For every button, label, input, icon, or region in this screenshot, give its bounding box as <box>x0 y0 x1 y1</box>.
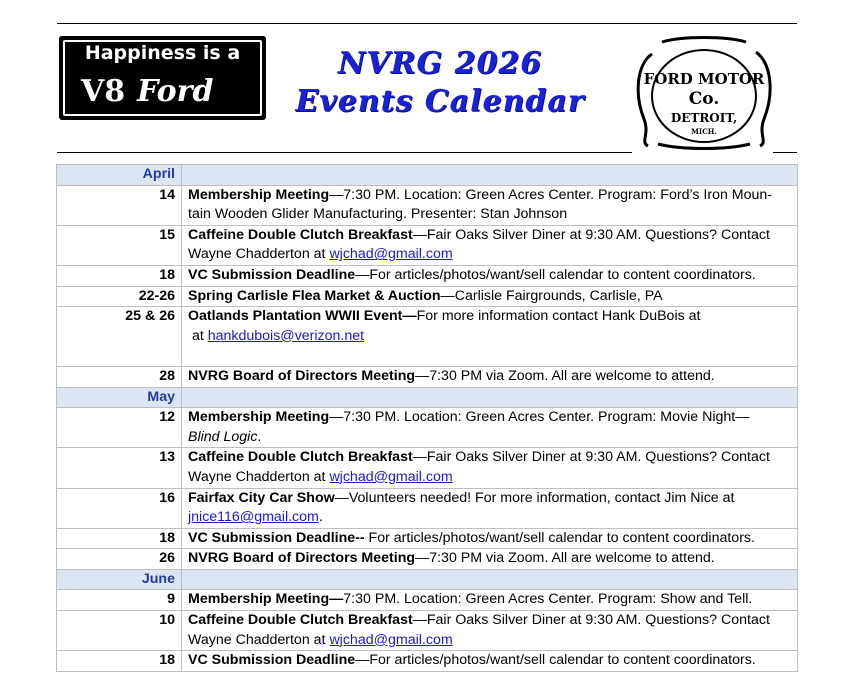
event-row <box>57 549 798 570</box>
seal-text-detroit: DETROIT, <box>670 111 738 125</box>
sep: — <box>412 226 427 243</box>
event-date: 22-26 <box>57 286 182 307</box>
month-label: April <box>57 165 182 186</box>
month-row-may <box>57 387 798 408</box>
event-desc <box>182 265 798 286</box>
event-text: Fair Oaks Silver Diner at 9:30 AM. Questions? Contact <box>426 612 770 629</box>
event-date: 12 <box>57 408 182 448</box>
event-text: Fair Oaks Silver Diner at 9:30 AM. Questions? Contact <box>426 449 770 466</box>
event-desc <box>182 651 798 672</box>
events-calendar-table <box>56 164 798 672</box>
ford-motor-co-seal-logo <box>632 34 776 152</box>
month-row-june <box>57 569 798 590</box>
event-desc <box>182 366 798 387</box>
event-title: Oatlands Plantation WWII Event <box>188 308 403 325</box>
event-row <box>57 286 798 307</box>
event-title: NVRG Board of Directors Meeting <box>188 550 416 567</box>
event-date: 28 <box>57 366 182 387</box>
event-row <box>57 185 798 225</box>
header-bottom-rule-right <box>773 152 797 153</box>
event-text-2: Wayne Chadderton at <box>188 468 330 485</box>
sep: — <box>329 186 344 203</box>
month-label: June <box>57 569 182 590</box>
sep: — <box>334 489 349 506</box>
event-row <box>57 488 798 528</box>
email-link[interactable]: wjchad@gmail.com <box>329 468 453 485</box>
sep: — <box>415 367 430 384</box>
event-row <box>57 590 798 611</box>
event-text: 7:30 PM via Zoom. All are welcome to attend. <box>429 367 715 384</box>
event-title: Caffeine Double Clutch Breakfast <box>188 449 413 466</box>
email-link[interactable]: hankdubois@verizon.net <box>207 327 365 344</box>
punct: . <box>257 428 262 445</box>
event-row <box>57 265 798 286</box>
event-desc <box>182 185 798 225</box>
event-text: For articles/photos/want/sell calendar to content coordinators. <box>369 652 756 669</box>
event-desc <box>182 286 798 307</box>
event-title: Spring Carlisle Flea Market & Auction <box>188 287 441 304</box>
event-title: Membership Meeting— <box>188 591 344 608</box>
event-text: For more information contact Hank DuBois at <box>416 308 701 325</box>
event-text-2: Wayne Chadderton at <box>188 246 330 263</box>
event-desc <box>182 408 798 448</box>
sep: — <box>355 266 370 283</box>
logo-text-happiness: Happiness is a <box>84 42 241 64</box>
event-text: 7:30 PM. Location: Green Acres Center. Program: Ford’s Iron Moun- <box>343 186 773 203</box>
event-title: Fairfax City Car Show <box>188 489 335 506</box>
event-row <box>57 611 798 651</box>
event-date: 18 <box>57 528 182 549</box>
event-text: 7:30 PM via Zoom. All are welcome to attend. <box>429 550 715 567</box>
event-text: For articles/photos/want/sell calendar to content coordinators. <box>369 266 756 283</box>
seal-text-ford-motor: FORD MOTOR <box>643 70 765 88</box>
event-title: VC Submission Deadline <box>188 266 356 283</box>
email-link[interactable]: jnice116@gmail.com <box>188 509 319 526</box>
event-desc <box>182 528 798 549</box>
event-date: 9 <box>57 590 182 611</box>
month-row-april <box>57 165 798 186</box>
event-desc <box>182 611 798 651</box>
event-title: Caffeine Double Clutch Breakfast <box>188 226 413 243</box>
event-text-2: at <box>188 327 208 344</box>
event-date: 10 <box>57 611 182 651</box>
event-desc <box>182 448 798 488</box>
event-text: For articles/photos/want/sell calendar to content coordinators. <box>368 529 755 546</box>
sep: — <box>412 612 427 629</box>
v8-emblem-icon: V8 <box>81 74 126 109</box>
event-date: 18 <box>57 265 182 286</box>
event-desc <box>182 590 798 611</box>
event-date: 18 <box>57 651 182 672</box>
event-date: 16 <box>57 488 182 528</box>
page-title-line2: Events Calendar <box>295 84 585 119</box>
ford-script-text: Ford <box>137 74 214 109</box>
event-row <box>57 408 798 448</box>
event-title: VC Submission Deadline <box>188 652 356 669</box>
event-date: 26 <box>57 549 182 570</box>
event-desc <box>182 549 798 570</box>
event-date: 14 <box>57 185 182 225</box>
event-desc <box>182 488 798 528</box>
sep: — <box>412 449 427 466</box>
event-row <box>57 448 798 488</box>
event-row <box>57 528 798 549</box>
event-date: 25 & 26 <box>57 307 182 367</box>
event-title: Membership Meeting <box>188 186 330 203</box>
sep: — <box>415 550 430 567</box>
page-title-line1: NVRG 2026 <box>337 46 543 81</box>
sep: — <box>329 409 344 426</box>
sep: — <box>355 652 370 669</box>
event-row <box>57 651 798 672</box>
event-date: 13 <box>57 448 182 488</box>
movie-title: Blind Logic <box>188 428 258 445</box>
month-label: May <box>57 387 182 408</box>
event-text-2: tain Wooden Glider Manufacturing. Presenter: Stan Johnson <box>188 206 568 223</box>
punct: . <box>318 509 323 526</box>
event-desc <box>182 307 798 367</box>
seal-text-co: Co. <box>688 89 720 109</box>
event-text-2: Wayne Chadderton at <box>188 631 330 648</box>
email-link[interactable]: wjchad@gmail.com <box>329 246 453 263</box>
sep: — <box>440 287 455 304</box>
event-text: Fair Oaks Silver Diner at 9:30 AM. Questions? Contact <box>426 226 770 243</box>
happiness-is-a-v8-ford-logo <box>59 36 266 120</box>
top-rule <box>57 23 797 24</box>
event-title: NVRG Board of Directors Meeting <box>188 367 416 384</box>
event-text: 7:30 PM. Location: Green Acres Center. Program: Show and Tell. <box>343 591 753 608</box>
event-title: Caffeine Double Clutch Breakfast <box>188 612 413 629</box>
event-row <box>57 225 798 265</box>
event-row <box>57 307 798 367</box>
event-text: 7:30 PM. Location: Green Acres Center. Program: Movie Night— <box>343 409 750 426</box>
event-text: Carlisle Fairgrounds, Carlisle, PA <box>454 287 663 304</box>
header-bottom-rule <box>57 152 632 153</box>
event-row <box>57 366 798 387</box>
event-text: Volunteers needed! For more information, contact Jim Nice at <box>348 489 735 506</box>
event-desc <box>182 225 798 265</box>
event-date: 15 <box>57 225 182 265</box>
email-link[interactable]: wjchad@gmail.com <box>329 631 453 648</box>
event-title: VC Submission Deadline-- <box>188 529 365 546</box>
seal-text-mich: MICH. <box>691 127 717 136</box>
event-title: Membership Meeting <box>188 409 330 426</box>
sep: — <box>402 308 417 325</box>
